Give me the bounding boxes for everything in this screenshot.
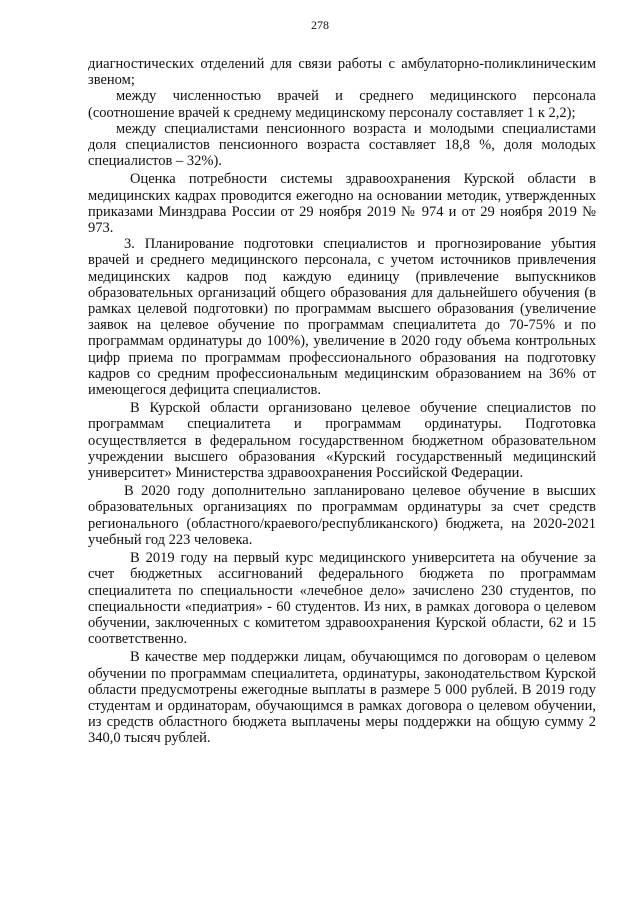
paragraph-age-structure: между специалистами пенсионного возраста и молодыми специалистами доля специалистов пенсионного возраста составляет 18,8 %, доля молодых специалистов – 32%). (88, 120, 596, 170)
page-number: 278 (311, 18, 329, 32)
paragraph-targeted-training: В Курской области организовано целевое обучение специалистов по программам специалитета и программам ординатуры. Подготовка осуществляется в федеральном государственном бюджетном образовательном учреждении высшего образования «Курский государственный медицинский университет» Министерства здравоохранения Российской Федерации. (88, 400, 596, 482)
paragraph-staff-needs-assessment: Оценка потребности системы здравоохранения Курской области в медицинских кадрах проводится ежегодно на основании методик, утвержденных приказами Минздрава России от 29 ноября 2019 № 974 и от 29 ноября 2019 № 973. (88, 171, 596, 237)
paragraph-residency-2020: В 2020 году дополнительно запланировано целевое обучение в высших образовательных организациях по программам ординатуры за счет средств регионального (областного/краевого/республиканского) бюджета, на 2020-2021 учебный год 223 человека. (88, 483, 596, 548)
body-text (88, 56, 596, 747)
paragraph-planning-training: 3. Планирование подготовки специалистов и прогнозирование убытия врачей и среднего медицинского персонала, с учетом источников привлечения медицинских кадров под каждую единицу (привлечение выпускников образовательных организаций общего образования для дальнейшего обучения (в рамках целевой подготовки) по программам высшего образования (увеличение заявок на целевое обучение по программам специалитета до 70-75% и по программам ординатуры до 100%), увеличение в 2020 году объема контрольных цифр приема по программам профессионального образования на подготовку кадров со средним профессиональным медицинским образованием на 36% от имеющегося дефицита специалистов. (88, 236, 596, 399)
paragraph-support-measures: В качестве мер поддержки лицам, обучающимся по договорам о целевом обучении по программам специалитета, ординатуры, законодательством Курской области предусмотрены ежегодные выплаты в размере 5 000 рублей. В 2019 году студентам и ординаторам, обучающимся в рамках договора о целевом обучении, из средств областного бюджета выплачены меры поддержки на общую сумму 2 340,0 тысяч рублей. (88, 649, 596, 747)
paragraph-enrollment-2019: В 2019 году на первый курс медицинского университета на обучение за счет бюджетных ассигнований федерального бюджета по программам специалитета по специальности «лечебное дело» зачислено 230 студентов, по специальности «педиатрия» - 60 студентов. Из них, в рамках договора о целевом обучении, заключенных с комитетом здравоохранения Курской области, 62 и 15 соответственно. (88, 550, 596, 648)
paragraph-doctors-nurses-ratio: между численностью врачей и среднего медицинского персонала (соотношение врачей к среднему медицинскому персоналу составляет 1 к 2,2); (88, 88, 596, 121)
paragraph-diagnostic-departments: диагностических отделений для связи работы с амбулаторно-поликлиническим звеном; (88, 56, 596, 89)
